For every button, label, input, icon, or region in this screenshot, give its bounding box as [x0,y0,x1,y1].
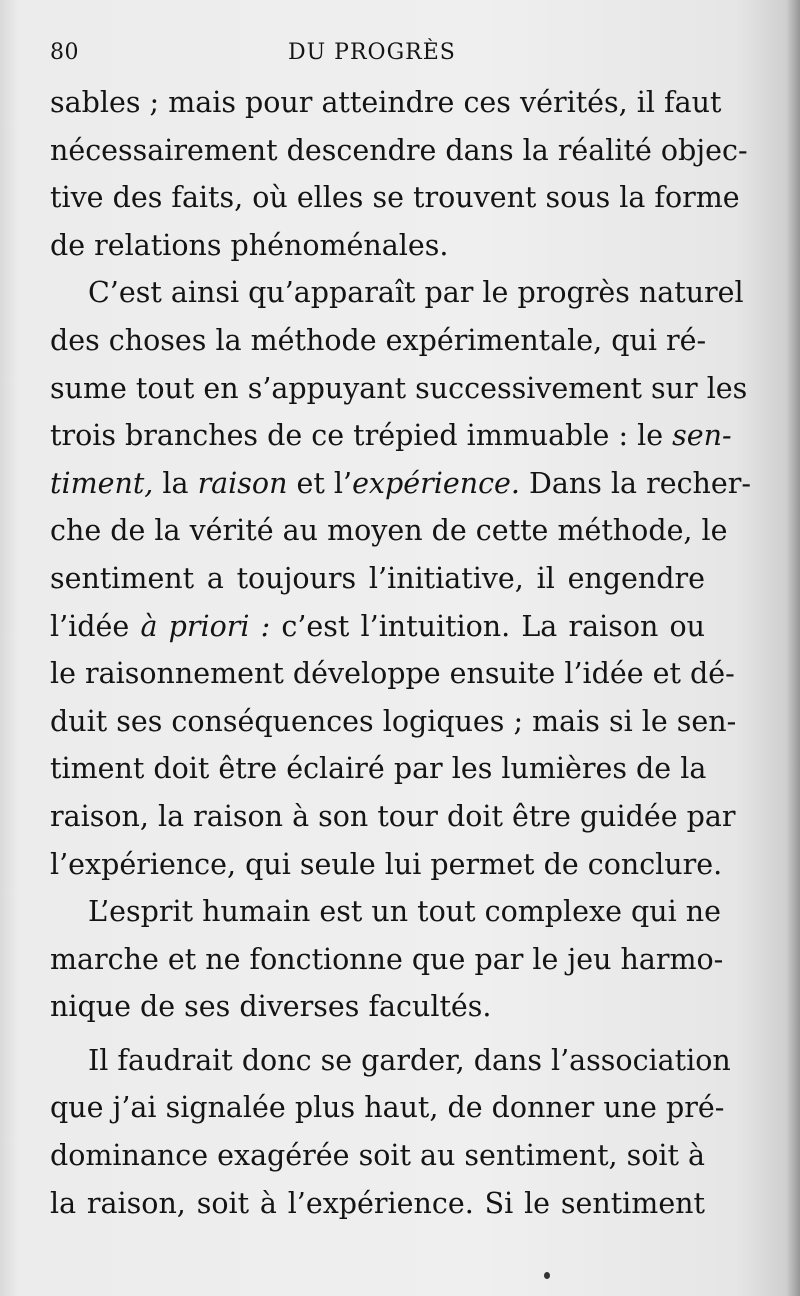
text-line: des choses la méthode expérimentale, qui ré- [50,323,707,357]
text-run: et l’ [287,466,353,500]
text-run: l’idée [50,609,141,643]
text-line: de relations phénoménales. [50,228,449,262]
text-line: sume tout en s’appuyant successivement sur les [50,371,748,405]
italic-run: raison [197,466,288,500]
text-line: nique de ses diverses facultés. [50,990,492,1024]
ink-speck [544,1272,550,1279]
text-run: Dans la recher- [519,466,752,500]
italic-run: à priori : [140,609,271,643]
text-line [50,460,752,508]
body-text [50,79,752,1227]
text-line: marche et ne fonctionne que par le jeu harmo- [50,942,724,976]
text-line: timent doit être éclairé par les lumières de la [50,752,707,786]
text-line: raison, la raison à son tour doit être guidée par [50,799,736,833]
page-edge-shadow [786,0,800,1296]
text-line: nécessairement descendre dans la réalité objec- [50,133,748,167]
text-run: c’est l’intuition. La raison ou [270,609,706,643]
page-number: 80 [50,40,79,65]
text-line: L’esprit humain est un tout complexe qui ne [88,895,722,929]
text-run: la [153,466,198,500]
italic-run: timent, [50,466,154,500]
text-line: duit ses conséquences logiques ; mais si le sen- [50,704,737,738]
italic-run: expérience. [352,466,520,500]
text-line: que j’ai signalée plus haut, de donner une pré- [50,1091,725,1125]
italic-run: sen- [672,419,732,453]
text-line: dominance exagérée soit au sentiment, soit à [50,1139,706,1173]
page-header [50,40,700,70]
text-line: Il faudrait donc se garder, dans l’association [88,1043,731,1077]
text-line [50,603,705,651]
text-line: l’expérience, qui seule lui permet de conclure. [50,847,723,881]
text-line: che de la vérité au moyen de cette méthode, le [50,514,728,548]
text-line [50,412,732,460]
text-line: C’est ainsi qu’apparaît par le progrès naturel [88,276,744,310]
text-line: le raisonnement développe ensuite l’idée et dé- [50,657,735,691]
text-line: tive des faits, où elles se trouvent sous la forme [50,181,740,215]
text-line: la raison, soit à l’expérience. Si le sentiment [50,1186,705,1220]
text-line: sentiment a toujours l’initiative, il engendre [50,561,705,595]
text-run: trois branches de ce trépied immuable : le [50,419,673,453]
running-title: DU PROGRÈS [288,40,456,65]
text-line: sables ; mais pour atteindre ces vérités, il faut [50,86,722,119]
